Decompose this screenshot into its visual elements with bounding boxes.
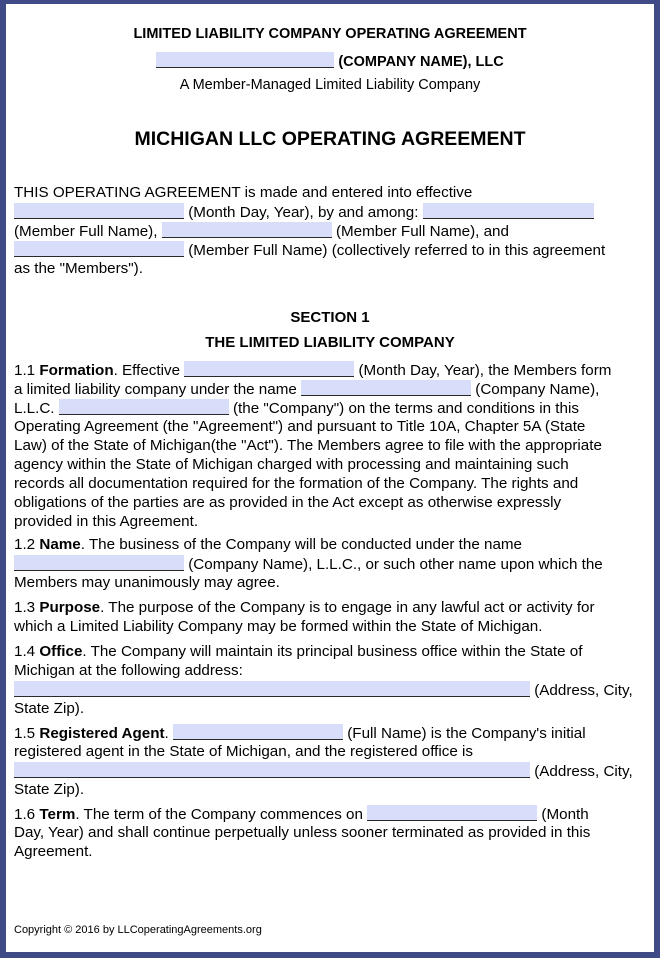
office-address-field[interactable] — [14, 681, 530, 697]
document-header-title: LIMITED LIABILITY COMPANY OPERATING AGREEMENT — [133, 26, 527, 42]
s1-4-title: Office — [39, 643, 83, 660]
intro-line-1: THIS OPERATING AGREEMENT is made and entered into effective — [14, 184, 473, 201]
s1-1-line-4: Operating Agreement (the "Agreement") and pursuant to Title 10A, Chapter 5A (State — [14, 418, 586, 435]
company-name-field[interactable] — [156, 52, 334, 68]
s1-1-line-2: a limited liability company under the name (Company Name), — [14, 381, 600, 398]
s1-2-line-1: 1.2 Name. The business of the Company will be conducted under the name — [14, 536, 523, 553]
s1-1-line-5: Law) of the State of Michigan(the "Act"). The Members agree to file with the appropriate — [14, 437, 602, 454]
member-3-name-field[interactable] — [14, 241, 184, 257]
s1-6-line-2: Day, Year) and shall continue perpetually unless sooner terminated as provided in this — [14, 824, 591, 841]
s1-5-line-3: (Address, City, — [14, 762, 633, 781]
s1-2-line-3: Members may unanimously may agree. — [14, 574, 280, 591]
s1-4-line-2: Michigan at the following address: — [14, 662, 243, 679]
s1-2-title: Name — [39, 536, 81, 553]
section-heading: SECTION 1 — [290, 309, 370, 326]
s1-1-line-8: obligations of the parties are as provided in the Act except as otherwise expressly — [14, 494, 562, 511]
document-subtitle: A Member-Managed Limited Liability Company — [179, 77, 481, 93]
company-name-line — [6, 52, 654, 70]
s1-1-line-1: 1.1 Formation. Effective (Month Day, Year), the Members form — [14, 362, 612, 379]
s1-1-line-7: records all documentation required for the formation of the Company. The rights and — [14, 475, 579, 492]
effective-date-field[interactable] — [14, 203, 184, 219]
s1-2-line-2: (Company Name), L.L.C., or such other name upon which the — [14, 555, 603, 574]
s1-5-line-2: registered agent in the State of Michigan, and the registered office is — [14, 743, 473, 760]
s1-5-title: Registered Agent — [39, 725, 165, 742]
s1-6-line-3: Agreement. — [14, 843, 93, 860]
s1-4-line-1: 1.4 Office. The Company will maintain its principal business office within the State of — [14, 643, 583, 660]
s1-5-line-1: 1.5 Registered Agent. (Full Name) is the Company's initial — [14, 725, 586, 742]
formation-company-name-field[interactable] — [301, 380, 471, 396]
s1-1-line-9: provided in this Agreement. — [14, 513, 199, 530]
business-name-field[interactable] — [14, 555, 184, 571]
main-title: MICHIGAN LLC OPERATING AGREEMENT — [134, 128, 526, 150]
s1-6-line-1: 1.6 Term. The term of the Company commences on (Month — [14, 806, 589, 823]
s1-6-title: Term — [39, 806, 76, 823]
registered-agent-name-field[interactable] — [173, 724, 343, 740]
intro-line-5: as the "Members"). — [14, 260, 143, 277]
term-start-date-field[interactable] — [367, 805, 537, 821]
s1-5-line-4: State Zip). — [14, 781, 85, 798]
s1-3-line-1: 1.3 Purpose. The purpose of the Company is to engage in any lawful act or activity for — [14, 599, 595, 616]
s1-3-line-2: which a Limited Liability Company may be formed within the State of Michigan. — [14, 618, 543, 635]
company-name-suffix: (COMPANY NAME), LLC — [338, 54, 504, 70]
document-page — [6, 4, 654, 952]
copyright-footer: Copyright © 2016 by LLCoperatingAgreements.org — [14, 924, 262, 936]
s1-4-line-4: State Zip). — [14, 700, 85, 717]
s1-3-title: Purpose — [39, 599, 101, 616]
llc-name-field[interactable] — [59, 399, 229, 415]
formation-date-field[interactable] — [184, 361, 354, 377]
intro-line-3: (Member Full Name), (Member Full Name), and — [14, 223, 509, 240]
member-2-name-field[interactable] — [162, 222, 332, 238]
intro-line-4: (Member Full Name) (collectively referred to in this agreement — [14, 241, 605, 260]
member-1-name-field[interactable] — [423, 203, 594, 219]
section-subheading: THE LIMITED LIABILITY COMPANY — [205, 334, 455, 351]
intro-line-2: (Month Day, Year), by and among: — [14, 203, 594, 222]
registered-office-address-field[interactable] — [14, 762, 530, 778]
s1-1-line-3: L.L.C. (the "Company") on the terms and conditions in this — [14, 400, 579, 417]
s1-4-line-3: (Address, City, — [14, 681, 633, 700]
s1-1-line-6: agency within the State of Michigan charged with processing and maintaining such — [14, 456, 569, 473]
s1-1-title: Formation — [39, 362, 114, 379]
